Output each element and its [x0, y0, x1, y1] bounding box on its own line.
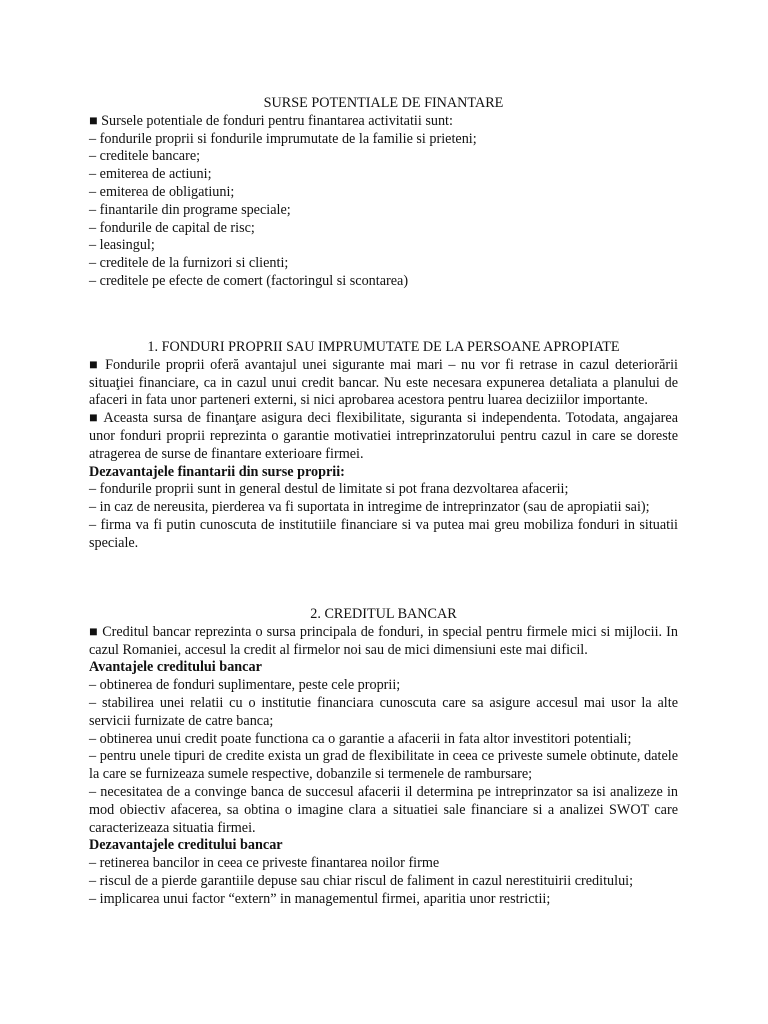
list-item: – obtinerea de fonduri suplimentare, peste cele proprii;: [89, 677, 401, 694]
section-2-heading: 2. CREDITUL BANCAR: [310, 606, 457, 622]
list-item: – fondurile proprii si fondurile imprumutate de la familie si prieteni;: [89, 130, 477, 147]
list-item: – pentru unele tipuri de credite exista un grad de flexibilitate in ceea ce priveste sumele obtinute, datele la care se furnizeaza sumele respective, dobanzile si termenele de rambursare;: [89, 748, 678, 783]
list-item: – retinerea bancilor in ceea ce priveste finantarea noilor firme: [89, 855, 440, 872]
section-1-paragraph: ■ Aceasta sursa de finanţare asigura deci flexibilitate, siguranta si independenta. Totodata, angajarea unor fonduri proprii reprezinta o garantie motivatiei intreprinzatorului pentru cazul in care se doreste atragerea de surse de finantare exterioare firmei.: [89, 410, 678, 462]
section-1: [89, 339, 678, 553]
list-item: – creditele pe efecte de comert (factoringul si scontarea): [89, 272, 409, 289]
page-title: SURSE POTENTIALE DE FINANTARE: [263, 95, 504, 111]
advantages-subheading: Avantajele creditului bancar: [89, 659, 262, 676]
section-1-subheading: Dezavantajele finantarii din surse proprii:: [89, 463, 345, 480]
list-item: – riscul de a pierde garantiile depuse sau chiar riscul de faliment in cazul nerestituirii creditului;: [89, 872, 634, 889]
section-2-paragraph: ■ Creditul bancar reprezinta o sursa principala de fonduri, in special pentru firmele mici si mijlocii. In cazul Romaniei, accesul la credit al firmelor noi sau de mici dimensiuni este mai dificil.: [89, 623, 678, 658]
list-item: – implicarea unui factor “extern” in managementul firmei, aparitia unor restrictii;: [89, 890, 551, 907]
list-item: – firma va fi putin cunoscuta de institutiile financiare si va putea mai greu mobiliza fonduri in situatii speciale.: [89, 516, 678, 551]
list-item: – emiterea de obligatiuni;: [89, 183, 235, 200]
list-item: – obtinerea unui credit poate functiona ca o garantie a afacerii in fata altor investitori potentiali;: [89, 730, 632, 747]
list-item: – creditele bancare;: [89, 148, 201, 165]
list-item: – creditele de la furnizori si clienti;: [89, 255, 289, 272]
disadvantages-subheading: Dezavantajele creditului bancar: [89, 837, 283, 854]
list-item: – stabilirea unei relatii cu o institutie financiara cunoscuta care sa asigure accesul mai usor la alte servicii furnizate de catre banca;: [89, 694, 678, 729]
list-item: – fondurile proprii sunt in general destul de limitate si pot frana dezvoltarea afacerii;: [89, 481, 569, 498]
list-item: – necesitatea de a convinge banca de succesul afacerii il determina pe intreprinzator sa isi analizeze in mod obiectiv afacerea, sa obtina o imagine clara a situatiei sale financiare si a analizei SWOT care caracterizeaza situatia firmei.: [89, 783, 678, 836]
intro-section: [89, 95, 678, 291]
intro-paragraph: ■ Sursele potentiale de fonduri pentru finantarea activitatii sunt:: [89, 112, 453, 129]
list-item: – in caz de nereusita, pierderea va fi suportata in intregime de intreprinzator (sau de apropiatii sai);: [89, 499, 650, 516]
section-2: [89, 606, 678, 909]
list-item: – leasingul;: [89, 237, 155, 254]
list-item: – emiterea de actiuni;: [89, 166, 212, 183]
section-1-paragraph: ■ Fondurile proprii oferă avantajul unei sigurante mai mari – nu vor fi retrase in cazul deteriorării situaţiei financiare, ca in cazul unui credit bancar. Nu este necesara expunerea detaliata a planului de afaceri in fata unor parteneri externi, si nici aprobarea acestora pentru luarea deciziilor importante.: [89, 356, 678, 409]
list-item: – finantarile din programe speciale;: [89, 201, 291, 218]
list-item: – fondurile de capital de risc;: [89, 219, 255, 236]
section-1-heading: 1. FONDURI PROPRII SAU IMPRUMUTATE DE LA PERSOANE APROPIATE: [147, 339, 620, 355]
